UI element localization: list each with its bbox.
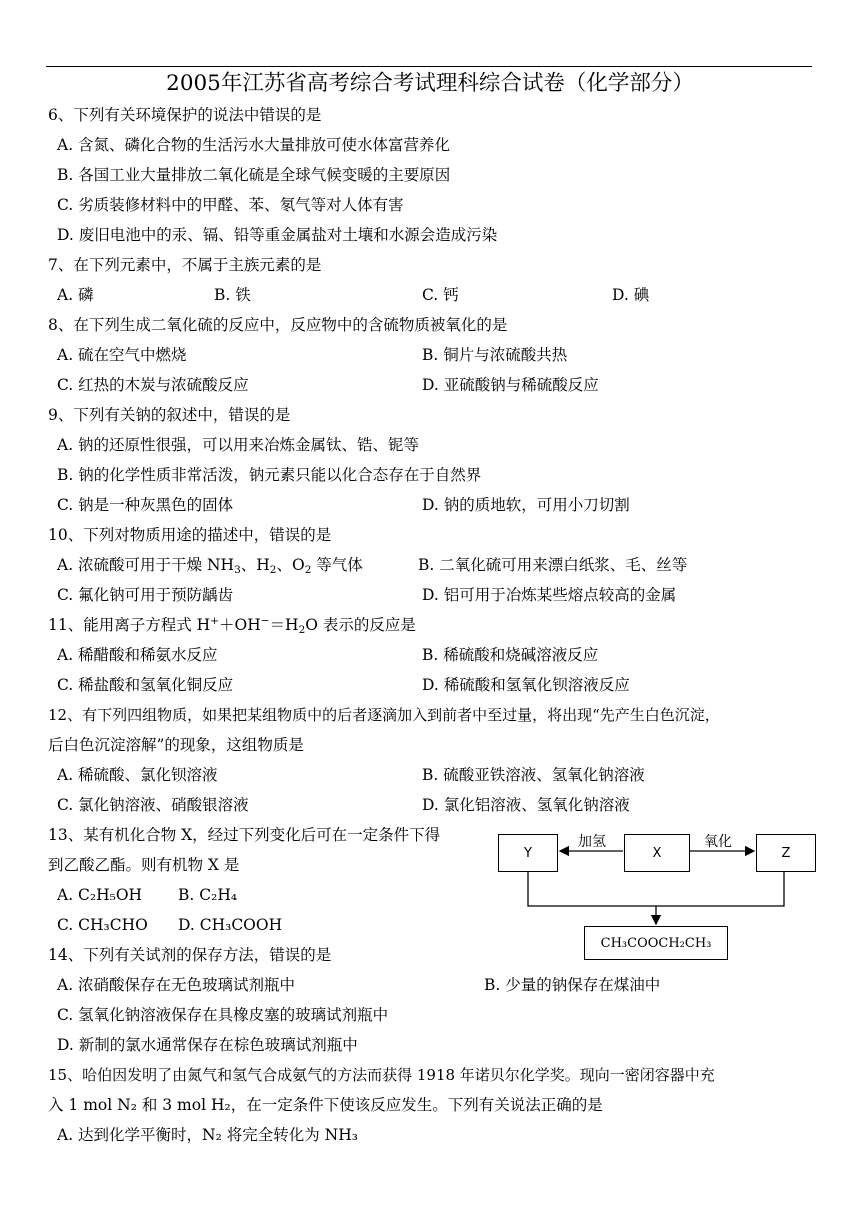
box-x: X xyxy=(624,834,690,872)
q7-stem: 7、在下列元素中，不属于主族元素的是 xyxy=(48,256,322,274)
box-z: Z xyxy=(756,834,816,872)
q10-option-c: C. 氟化钠可用于预防龋齿 xyxy=(57,586,234,604)
q15-stem-line2: 入 1 mol N₂ 和 3 mol H₂，在一定条件下使该反应发生。下列有关说法正确的是 xyxy=(48,1096,603,1114)
q9-option-d: D. 钠的质地软，可用小刀切割 xyxy=(422,496,630,514)
q6-option-a: A. 含氮、磷化合物的生活污水大量排放可使水体富营养化 xyxy=(57,136,451,154)
q6-option-b: B. 各国工业大量排放二氧化硫是全球气候变暖的主要原因 xyxy=(57,166,451,184)
q12-stem-line2: 后白色沉淀溶解”的现象，这组物质是 xyxy=(48,736,304,754)
q12-option-d: D. 氯化铝溶液、氢氧化钠溶液 xyxy=(422,796,630,814)
label-oxidation: 氧化 xyxy=(704,834,732,850)
q12-stem-line1: 12、有下列四组物质，如果把某组物质中的后者逐滴加入到前者中至过量，将出现“先产生白色沉淀， xyxy=(48,706,720,724)
q10-stem: 10、下列对物质用途的描述中，错误的是 xyxy=(48,526,332,544)
q7-option-a: A. 磷 xyxy=(57,286,94,304)
q9-stem: 9、下列有关钠的叙述中，错误的是 xyxy=(48,406,291,424)
q12-option-a: A. 稀硫酸、氯化钡溶液 xyxy=(57,766,218,784)
q12-option-b: B. 硫酸亚铁溶液、氢氧化钠溶液 xyxy=(422,766,645,784)
q8-option-a: A. 硫在空气中燃烧 xyxy=(57,346,187,364)
q15-stem-line1: 15、哈伯因发明了由氮气和氢气合成氨气的方法而获得 1918 年诺贝尔化学奖。现向一密闭容器中充 xyxy=(48,1066,715,1084)
q13-option-d: D. CH₃COOH xyxy=(178,916,283,934)
q9-option-a: A. 钠的还原性很强，可以用来冶炼金属钛、锆、铌等 xyxy=(57,436,420,454)
q14-stem: 14、下列有关试剂的保存方法，错误的是 xyxy=(48,946,332,964)
q8-option-b: B. 铜片与浓硫酸共热 xyxy=(422,346,568,364)
q8-option-c: C. 红热的木炭与浓硫酸反应 xyxy=(57,376,249,394)
q14-option-b: B. 少量的钠保存在煤油中 xyxy=(484,976,661,994)
q11-option-c: C. 稀盐酸和氢氧化铜反应 xyxy=(57,676,234,694)
q10-option-a: A. 浓硫酸可用于干燥 $NH_3$、$H_2$、$O_2$ 等气体 xyxy=(57,556,363,576)
box-y: Y xyxy=(498,834,558,872)
q13-option-c: C. CH₃CHO xyxy=(57,916,148,934)
q7-option-b: B. 铁 xyxy=(214,286,251,304)
q7-option-c: C. 钙 xyxy=(422,286,459,304)
q14-option-a: A. 浓硝酸保存在无色玻璃试剂瓶中 xyxy=(57,976,296,994)
q11-option-a: A. 稀醋酸和稀氨水反应 xyxy=(57,646,218,664)
q8-stem: 8、在下列生成二氧化硫的反应中，反应物中的含硫物质被氧化的是 xyxy=(48,316,508,334)
q6-option-c: C. 劣质装修材料中的甲醛、苯、氡气等对人体有害 xyxy=(57,196,404,214)
q11-option-d: D. 稀硫酸和氢氧化钡溶液反应 xyxy=(422,676,630,694)
q9-option-b: B. 钠的化学性质非常活泼，钠元素只能以化合态存在于自然界 xyxy=(57,466,482,484)
q13-stem-line1: 13、某有机化合物 X，经过下列变化后可在一定条件下得 xyxy=(48,826,441,844)
q13-option-b: B. C₂H₄ xyxy=(178,886,238,904)
q15-option-a: A. 达到化学平衡时，N₂ 将完全转化为 NH₃ xyxy=(57,1126,358,1144)
box-product: CH₃COOCH₂CH₃ xyxy=(584,926,728,960)
label-hydrogenation: 加氢 xyxy=(578,834,606,850)
q6-stem: 6、下列有关环境保护的说法中错误的是 xyxy=(48,106,322,124)
q14-option-c: C. 氢氧化钠溶液保存在具橡皮塞的玻璃试剂瓶中 xyxy=(57,1006,389,1024)
q11-stem: 11、能用离子方程式 $H^++OH^-=H_2O$ 表示的反应是 xyxy=(48,615,416,636)
q6-option-d: D. 废旧电池中的汞、镉、铅等重金属盐对土壤和水源会造成污染 xyxy=(57,226,498,244)
q8-option-d: D. 亚硫酸钠与稀硫酸反应 xyxy=(422,376,599,394)
q14-option-d: D. 新制的氯水通常保存在棕色玻璃试剂瓶中 xyxy=(57,1036,358,1054)
q11-option-b: B. 稀硫酸和烧碱溶液反应 xyxy=(422,646,599,664)
q12-option-c: C. 氯化钠溶液、硝酸银溶液 xyxy=(57,796,249,814)
top-rule xyxy=(46,66,812,67)
q13-option-a: A. C₂H₅OH xyxy=(57,886,143,904)
reaction-diagram xyxy=(498,822,818,972)
q10-option-b: B. 二氧化硫可用来漂白纸浆、毛、丝等 xyxy=(418,556,688,574)
q9-option-c: C. 钠是一种灰黑色的固体 xyxy=(57,496,234,514)
q7-option-d: D. 碘 xyxy=(612,286,650,304)
connector-y-z xyxy=(528,872,784,906)
q10-option-d: D. 铝可用于冶炼某些熔点较高的金属 xyxy=(422,586,677,604)
page-title: 2005年江苏省高考综合考试理科综合试卷（化学部分） xyxy=(166,71,694,96)
q13-stem-line2: 到乙酸乙酯。则有机物 X 是 xyxy=(48,856,240,874)
